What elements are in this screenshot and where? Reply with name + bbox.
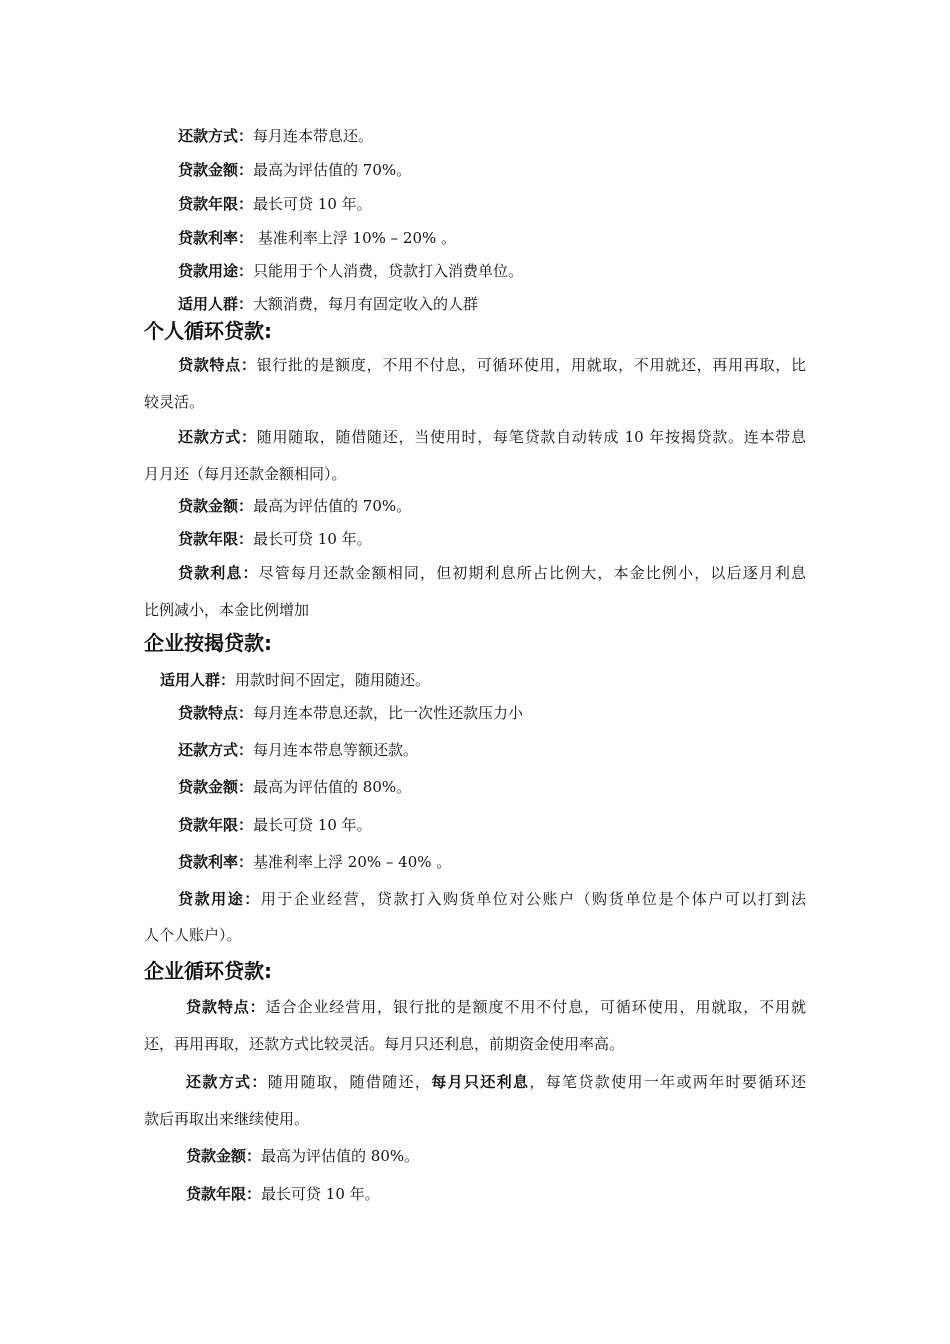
section-heading: 个人循环贷款:: [144, 319, 272, 343]
loan-feature-line-cont: 还，再用再取，还款方式比较灵活。每月只还利息，前期资金使用率高。: [144, 1035, 625, 1053]
field-label: 适用人群：: [178, 295, 254, 313]
field-value: 用于企业经营，贷款打入购货单位对公账户（购货单位是个体户可以打到法: [260, 890, 806, 908]
loan-use-line: [178, 261, 523, 281]
section-heading: 企业按揭贷款:: [144, 631, 272, 655]
section-heading: 企业循环贷款:: [144, 959, 272, 983]
loan-term-line: [178, 529, 372, 549]
field-value: 用款时间不固定，随用随还。: [235, 671, 431, 689]
field-value: 最长可贷 10 年。: [253, 816, 372, 834]
field-value: 最长可贷 10 年。: [253, 530, 372, 548]
field-label: 贷款金额：: [178, 161, 254, 179]
field-label: 还款方式：: [186, 1073, 268, 1091]
target-people-line: [160, 670, 430, 690]
repay-method-line: [178, 126, 373, 146]
field-label: 还款方式：: [178, 428, 257, 446]
field-label: 还款方式：: [178, 741, 254, 759]
field-label: 贷款利率：: [178, 853, 254, 871]
field-value: ，每笔贷款使用一年或两年时要循环还: [529, 1073, 806, 1091]
field-label: 贷款金额：: [178, 497, 254, 515]
loan-feature-line: [178, 703, 523, 723]
loan-term-line: [186, 1184, 380, 1204]
target-people-line: [178, 294, 478, 314]
field-label: 贷款利息：: [178, 564, 259, 582]
field-value: 最高为评估值的 80%。: [253, 778, 412, 796]
loan-feature-line: [186, 997, 806, 1017]
loan-amount-line: [178, 160, 411, 180]
loan-interest-line-cont: 比例减小，本金比例增加: [144, 601, 310, 619]
repay-method-line: [186, 1072, 806, 1092]
field-label: 贷款金额：: [178, 778, 254, 796]
field-value: 适合企业经营用，银行批的是额度不用不付息，可循环使用，用就取，不用就: [265, 998, 806, 1016]
field-value: 最高为评估值的 70%。: [253, 161, 412, 179]
field-value: 每月连本带息等额还款。: [253, 741, 419, 759]
field-label: 贷款年限：: [178, 195, 254, 213]
field-value: 银行批的是额度，不用不付息，可循环使用，用就取，不用就还，再用再取，比: [256, 356, 806, 374]
field-value: 基准利率上浮 10% – 20% 。: [253, 229, 457, 247]
loan-feature-line: [178, 355, 806, 375]
loan-use-line: [178, 889, 806, 909]
field-value: 最长可贷 10 年。: [253, 195, 372, 213]
repay-method-line-cont: 款后再取出来继续使用。: [144, 1110, 310, 1128]
field-label: 贷款年限：: [178, 530, 254, 548]
loan-amount-line: [186, 1146, 419, 1166]
repay-method-line: [178, 427, 806, 447]
field-label: 贷款年限：: [178, 816, 254, 834]
field-label: 贷款用途：: [178, 890, 261, 908]
loan-amount-line: [178, 496, 411, 516]
field-value: 基准利率上浮 20% – 40% 。: [253, 853, 452, 871]
loan-term-line: [178, 815, 372, 835]
field-label: 贷款特点：: [178, 704, 254, 722]
field-value: 每月连本带息还款，比一次性还款压力小: [253, 704, 524, 722]
loan-amount-line: [178, 777, 411, 797]
emphasis-text: 每月只还利息: [431, 1073, 530, 1091]
loan-feature-line-cont: 较灵活。: [144, 393, 205, 411]
field-value: 每月连本带息还。: [253, 127, 374, 145]
field-value: 尽管每月还款金额相同，但初期利息所占比例大，本金比例小，以后逐月利息: [258, 564, 806, 582]
field-label: 贷款利率：: [178, 229, 254, 247]
field-label: 贷款特点：: [186, 998, 266, 1016]
repay-method-line: [178, 740, 418, 760]
field-value: 最长可贷 10 年。: [261, 1185, 380, 1203]
field-value: 只能用于个人消费，贷款打入消费单位。: [253, 262, 524, 280]
field-label: 适用人群：: [160, 671, 236, 689]
loan-interest-line: [178, 563, 806, 583]
loan-rate-line: [178, 852, 451, 872]
field-value: 最高为评估值的 80%。: [261, 1147, 420, 1165]
field-value: 随用随取，随借随还，当使用时，每笔贷款自动转成 10 年按揭贷款。连本带息: [256, 428, 806, 446]
field-label: 贷款特点：: [178, 356, 257, 374]
repay-method-line-cont: 月月还（每月还款金额相同）。: [144, 465, 347, 483]
field-value: 大额消费，每月有固定收入的人群: [253, 295, 479, 313]
field-label: 贷款金额：: [186, 1147, 262, 1165]
field-label: 贷款用途：: [178, 262, 254, 280]
field-label: 贷款年限：: [186, 1185, 262, 1203]
loan-use-line-cont: 人个人账户）。: [144, 926, 242, 944]
field-label: 还款方式：: [178, 127, 254, 145]
field-value: 最高为评估值的 70%。: [253, 497, 412, 515]
loan-term-line: [178, 194, 372, 214]
loan-rate-line: [178, 228, 456, 248]
field-value: 随用随取，随借随还，: [267, 1073, 432, 1091]
